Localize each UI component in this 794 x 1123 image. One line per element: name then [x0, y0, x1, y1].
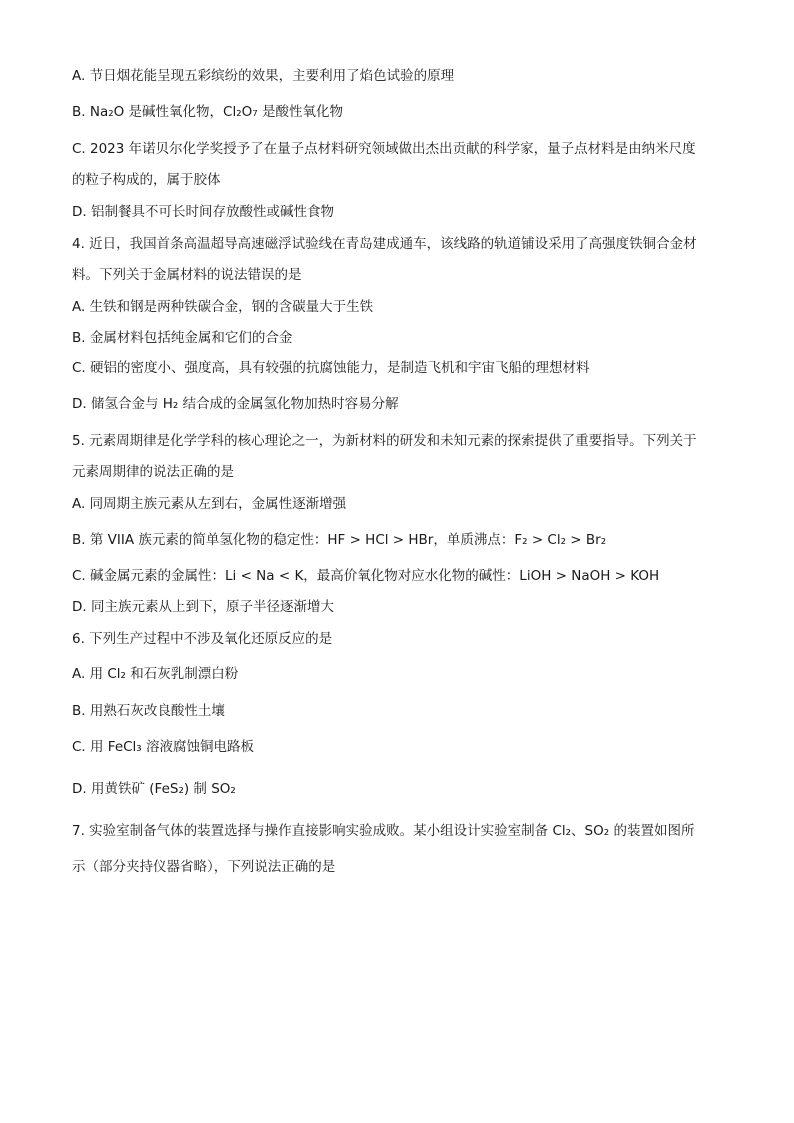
option-3a: A. 节日烟花能呈现五彩缤纷的效果，主要利用了焰色试验的原理: [72, 68, 455, 84]
option-6d: D. 用黄铁矿 (FeS₂) 制 SO₂: [72, 781, 236, 797]
option-6c: C. 用 FeCl₃ 溶液腐蚀铜电路板: [72, 739, 255, 755]
question-4-stem-line1: 4. 近日，我国首条高温超导高速磁浮试验线在青岛建成通车，该线路的轨道铺设采用了高强度铁铜合金材: [72, 236, 697, 252]
option-6a: A. 用 Cl₂ 和石灰乳制漂白粉: [72, 666, 239, 682]
option-4a: A. 生铁和钢是两种铁碳合金，钢的含碳量大于生铁: [72, 299, 374, 315]
option-4c: C. 硬铝的密度小、强度高，具有较强的抗腐蚀能力，是制造飞机和宇宙飞船的理想材料: [72, 360, 590, 376]
option-5a: A. 同周期主族元素从左到右，金属性逐渐增强: [72, 496, 347, 512]
question-5-stem-line2: 元素周期律的说法正确的是: [72, 464, 234, 480]
option-5b: B. 第 VIIA 族元素的简单氢化物的稳定性：HF > HCl > HBr，单质沸点：F₂ > Cl₂ > Br₂: [72, 532, 607, 548]
question-5-stem-line1: 5. 元素周期律是化学学科的核心理论之一，为新材料的研发和未知元素的探索提供了重要指导。下列关于: [72, 433, 697, 449]
option-4b: B. 金属材料包括纯金属和它们的合金: [72, 330, 293, 346]
option-3d: D. 铝制餐具不可长时间存放酸性或碱性食物: [72, 204, 334, 220]
question-4-stem-line2: 料。下列关于金属材料的说法错误的是: [72, 267, 302, 283]
option-3b: B. Na₂O 是碱性氧化物，Cl₂O₇ 是酸性氧化物: [72, 104, 343, 120]
option-6b: B. 用熟石灰改良酸性土壤: [72, 703, 225, 719]
question-7-stem-line1: 7. 实验室制备气体的装置选择与操作直接影响实验成败。某小组设计实验室制备 Cl₂、SO₂ 的装置如图所: [72, 823, 695, 839]
question-6-stem: 6. 下列生产过程中不涉及氧化还原反应的是: [72, 631, 333, 647]
question-7-stem-line2: 示（部分夹持仪器省略），下列说法正确的是: [72, 859, 336, 875]
option-3c-line1: C. 2023 年诺贝尔化学奖授予了在量子点材料研究领域做出杰出贡献的科学家，量子点材料是由纳米尺度: [72, 141, 696, 157]
option-5c: C. 碱金属元素的金属性：Li < Na < K，最高价氧化物对应水化物的碱性：LiOH > NaOH > KOH: [72, 568, 660, 584]
option-4d: D. 储氢合金与 H₂ 结合成的金属氢化物加热时容易分解: [72, 396, 399, 412]
option-5d: D. 同主族元素从上到下，原子半径逐渐增大: [72, 599, 334, 615]
option-3c-line2: 的粒子构成的，属于胶体: [72, 172, 221, 188]
